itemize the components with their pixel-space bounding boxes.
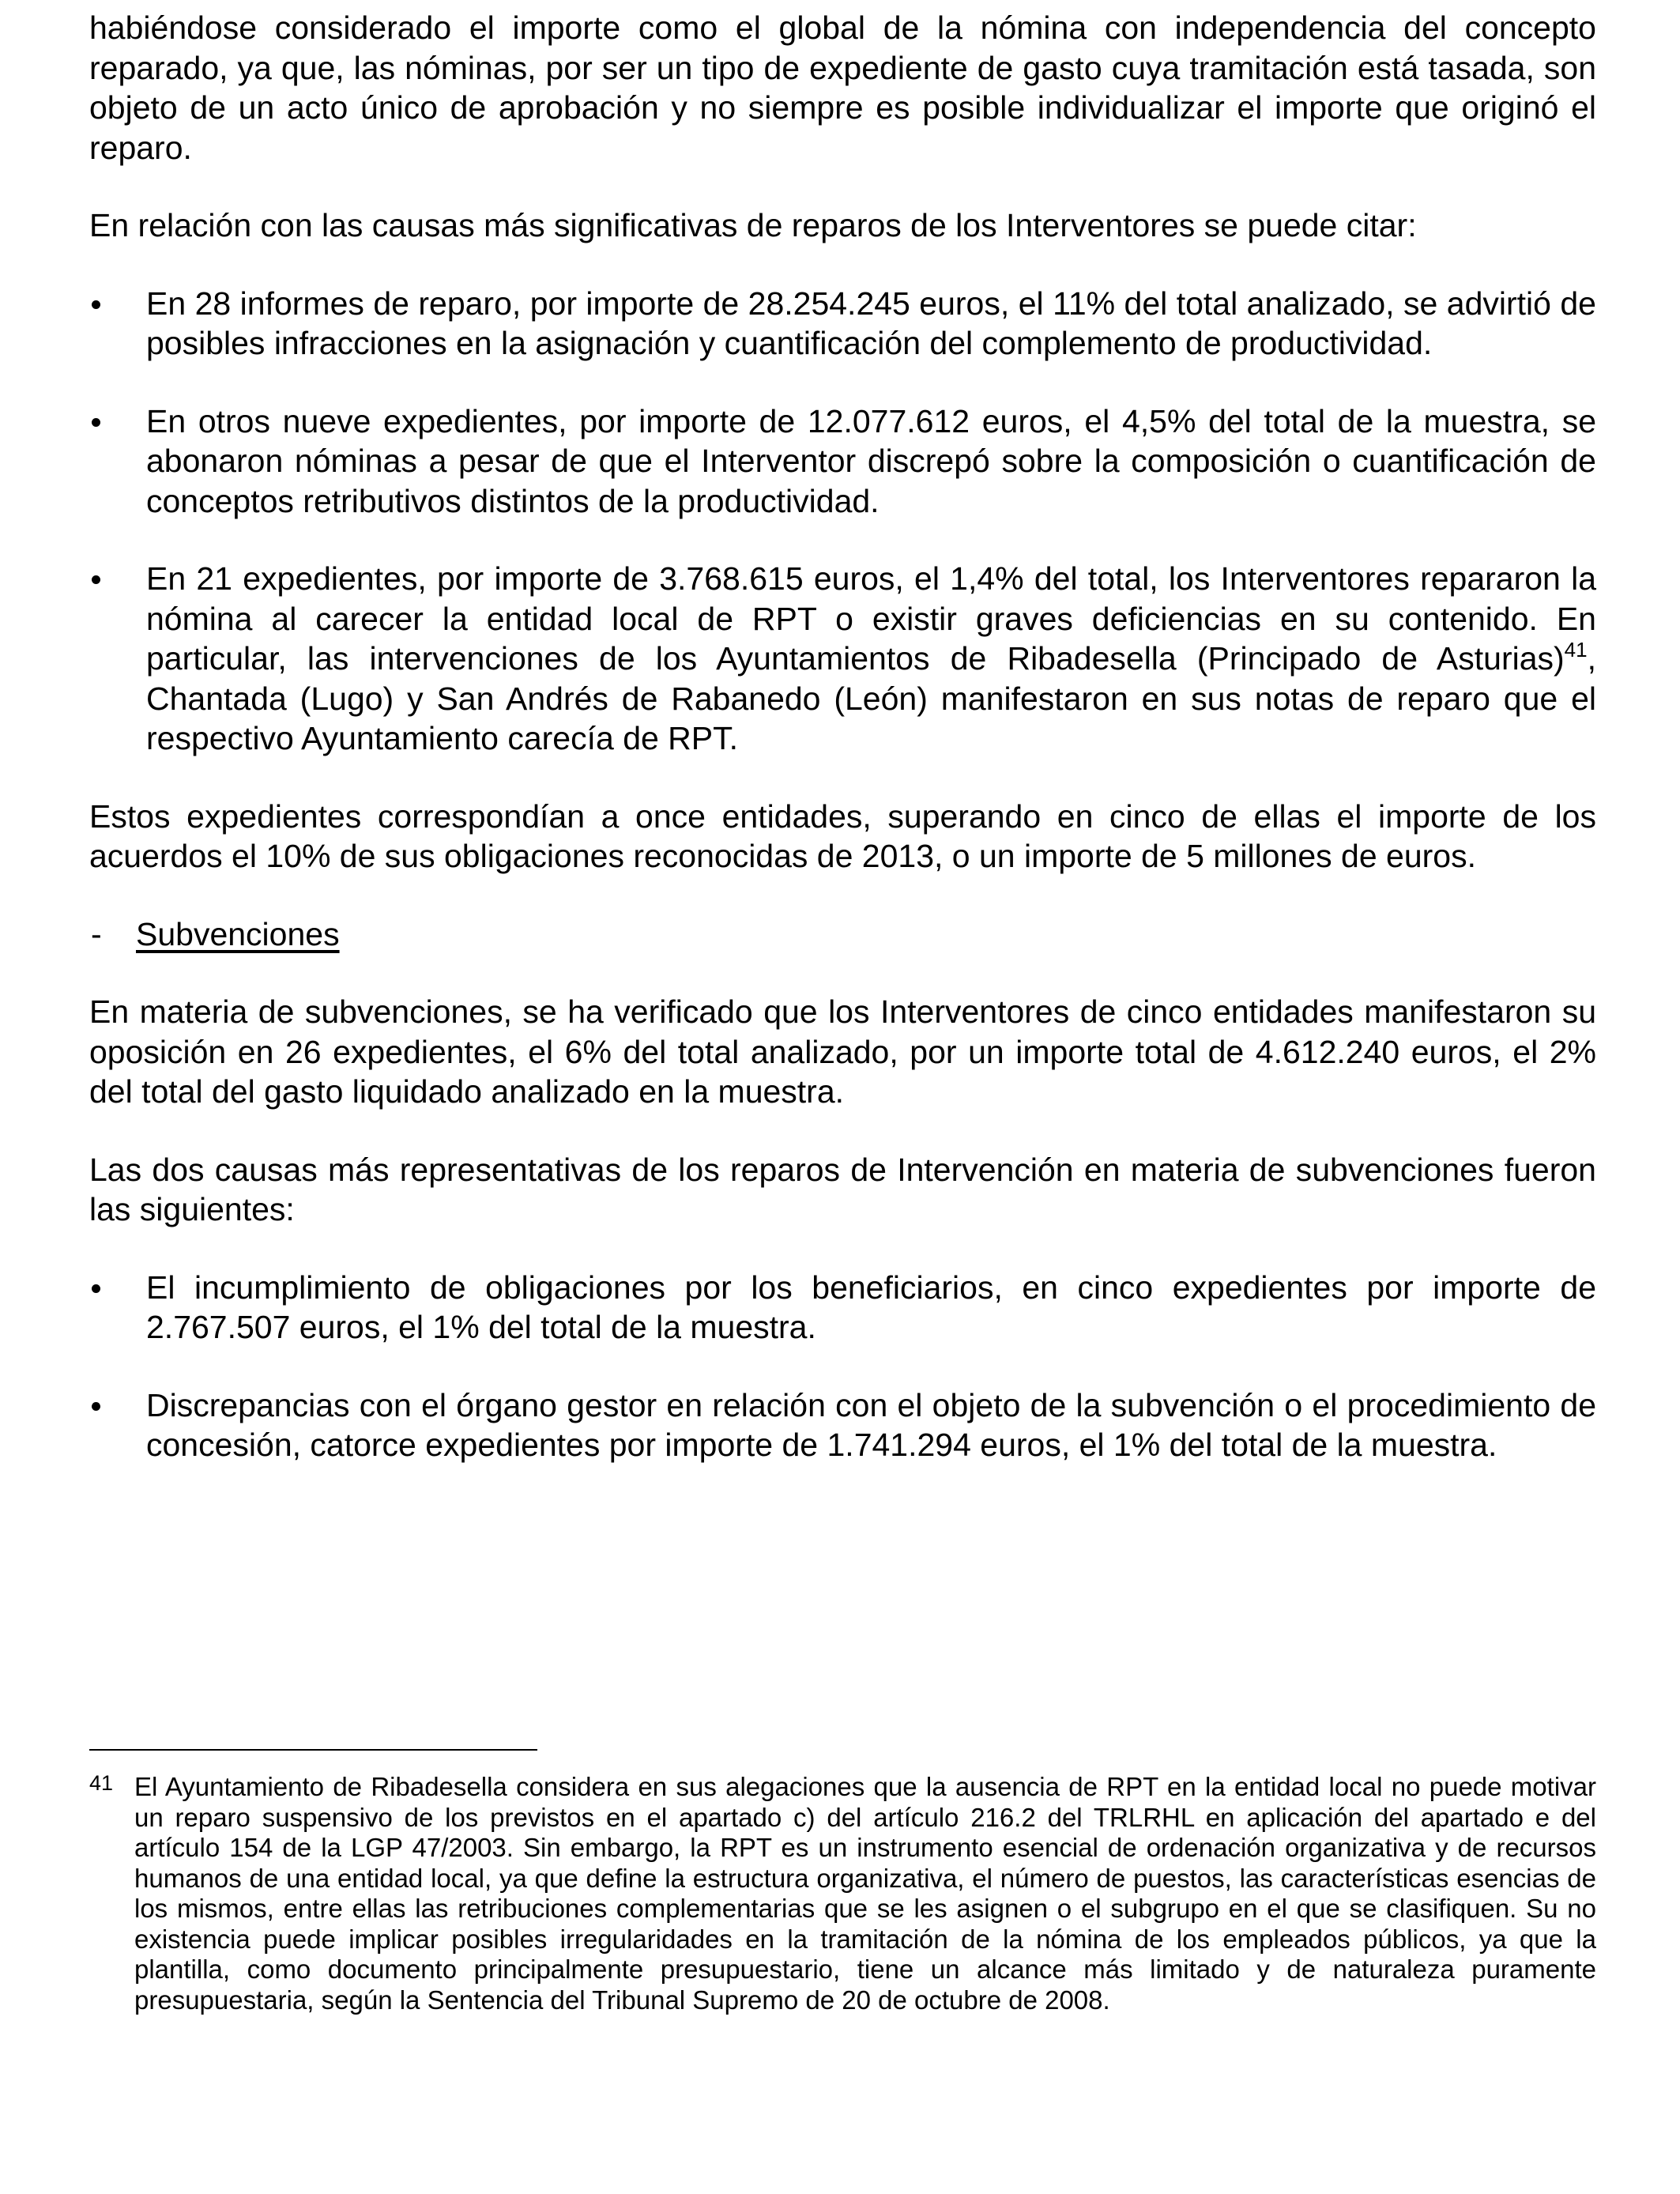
- bullet-text-part-1: En 21 expedientes, por importe de 3.768.615 euros, el 1,4% del total, los Interventores repararon la nómina al carecer la entidad local de RPT o existir graves deficiencias en su contenido. En particular, las intervenciones de los Ayuntamientos de Ribadesella (Principado de Asturias): [146, 560, 1596, 677]
- bullet-icon: [92, 418, 100, 427]
- paragraph-nominas-continuation: habiéndose considerado el importe como el global de la nómina con independencia del concepto reparado, ya que, las nóminas, por ser un tipo de expediente de gasto cuya tramitación está tasada, son objeto de un acto único de aprobación y no siempre es posible individualizar el importe que originó el reparo.: [89, 9, 1596, 166]
- footnote: [89, 1772, 1596, 2015]
- bullet-text: En 28 informes de reparo, por importe de 28.254.245 euros, el 11% del total analizado, se advirtió de posibles infracciones en la asignación y cuantificación del complemento de productividad.: [146, 285, 1596, 361]
- bullet-discrepancias: [89, 1385, 1596, 1465]
- heading-dash: -: [91, 915, 102, 952]
- section-heading-subvenciones: [89, 914, 1596, 955]
- heading-title: Subvenciones: [136, 915, 340, 952]
- bullet-icon: [92, 575, 100, 584]
- document-body: [89, 8, 1596, 1503]
- bullet-text: Discrepancias con el órgano gestor en relación con el objeto de la subvención o el procedimiento de concesión, catorce expedientes por importe de 1.741.294 euros, el 1% del total de la muestra.: [146, 1386, 1596, 1463]
- bullet-incumplimiento: [89, 1268, 1596, 1348]
- paragraph-causas-subvenciones: Las dos causas más representativas de los reparos de Intervención en materia de subvenciones fueron las siguientes:: [89, 1151, 1596, 1227]
- bullet-rpt: [89, 559, 1596, 759]
- footnote-separator: [89, 1749, 537, 1751]
- bullet-text-part-2: , Chantada (Lugo) y San Andrés de Rabanedo (León) manifestaron en sus notas de reparo que el respectivo Ayuntamiento carecía de RPT.: [146, 640, 1596, 756]
- bullet-icon: [92, 1284, 100, 1293]
- footnote-text: El Ayuntamiento de Ribadesella considera en sus alegaciones que la ausencia de RPT en la entidad local no puede motivar un reparo suspensivo de los previstos en el apartado c) del artículo 216.2 del TRLRHL en aplicación del apartado e del artículo 154 de la LGP 47/2003. Sin embargo, la RPT es un instrumento esencial de ordenación organizativa y de recursos humanos de una entidad local, ya que define la estructura organizativa, el número de puestos, las características esencias de los mismos, entre ellas las retribuciones complementarias que se les asignen o el subgrupo en el que se clasifiquen. Su no existencia puede implicar posibles irregularidades en la tramitación de la nómina de los empleados públicos, ya que la plantilla, como documento principalmente presupuestario, tiene un alcance más limitado y de naturaleza puramente presupuestaria, según la Sentencia del Tribunal Supremo de 20 de octubre de 2008.: [134, 1772, 1596, 2015]
- bullet-icon: [92, 300, 100, 309]
- bullet-icon: [92, 1402, 100, 1411]
- bullet-text: En otros nueve expedientes, por importe de 12.077.612 euros, el 4,5% del total de la muestra, se abonaron nóminas a pesar de que el Interventor discrepó sobre la composición o cuantificación de conceptos retributivos distintos de la productividad.: [146, 402, 1596, 519]
- paragraph-entidades: Estos expedientes correspondían a once entidades, superando en cinco de ellas el importe de los acuerdos el 10% de sus obligaciones reconocidas de 2013, o un importe de 5 millones de euros.: [89, 797, 1596, 874]
- paragraph-subvenciones: En materia de subvenciones, se ha verificado que los Interventores de cinco entidades manifestaron su oposición en 26 expedientes, el 6% del total analizado, por un importe total de 4.612.240 euros, el 2% del total del gasto liquidado analizado en la muestra.: [89, 993, 1596, 1110]
- bullet-text: El incumplimiento de obligaciones por los beneficiarios, en cinco expedientes por importe de 2.767.507 euros, el 1% del total de la muestra.: [146, 1269, 1596, 1345]
- footnote-number: 41: [89, 1771, 114, 1795]
- bullet-productividad: [89, 284, 1596, 364]
- bullet-conceptos-retributivos: [89, 401, 1596, 522]
- paragraph-causas-intro: En relación con las causas más significativas de reparos de los Interventores se puede citar:: [89, 207, 1417, 243]
- footnote-reference[interactable]: 41: [1564, 638, 1588, 662]
